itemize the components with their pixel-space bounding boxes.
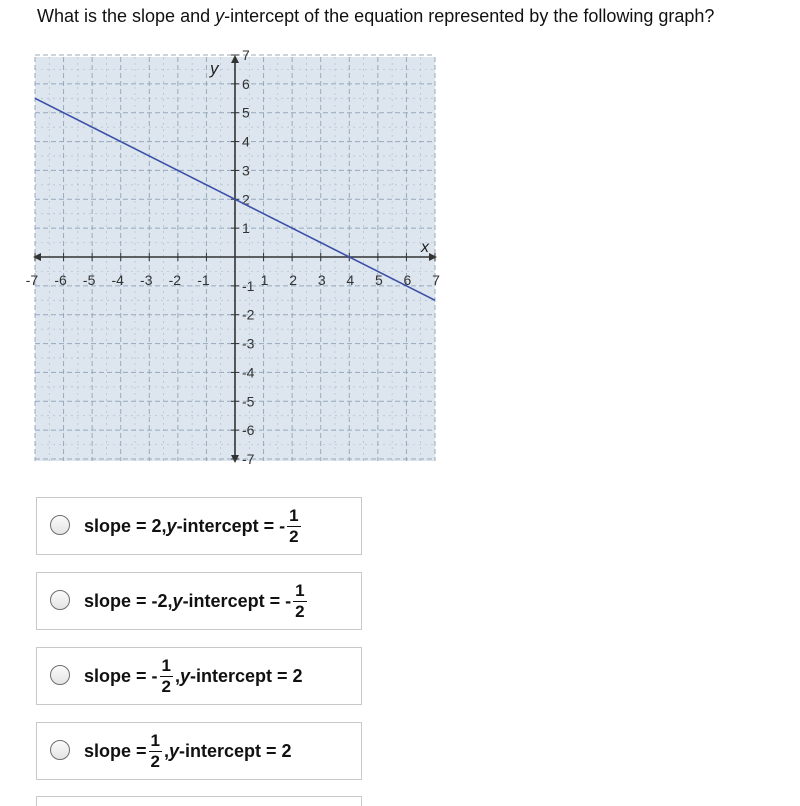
choice-b-intercept: -intercept = -: [182, 590, 292, 611]
choice-a-fraction: [287, 506, 300, 547]
y-tick-label: 4: [242, 133, 250, 150]
y-tick-label: 2: [242, 191, 250, 208]
x-tick-label: 3: [317, 272, 326, 288]
choice-d[interactable]: [36, 722, 362, 780]
y-tick-label: 5: [242, 104, 250, 121]
choice-c-text: [84, 648, 303, 704]
choice-c[interactable]: [36, 647, 362, 705]
x-tick-label: 2: [289, 272, 298, 288]
y-tick-label: -7: [242, 451, 255, 467]
x-tick-label: -6: [54, 272, 67, 288]
x-tick-label: -7: [25, 272, 39, 288]
x-tick-label: -2: [168, 272, 182, 288]
choice-b-radio[interactable]: [50, 590, 70, 610]
y-tick-label: -2: [242, 306, 255, 323]
choice-a[interactable]: [36, 497, 362, 555]
choice-c-intercept: -intercept = 2: [190, 665, 303, 686]
choice-e-partial[interactable]: [36, 796, 362, 806]
choice-a-text: [84, 498, 303, 554]
x-tick-label: -4: [111, 272, 124, 288]
fraction-numerator: 1: [295, 580, 305, 600]
choice-d-slope: slope =: [84, 740, 147, 761]
fraction-denominator: 2: [150, 751, 160, 771]
x-tick-label: 4: [346, 272, 355, 288]
y-tick-label: -5: [242, 393, 255, 410]
question-var: y: [215, 6, 225, 26]
choice-d-radio[interactable]: [50, 740, 70, 760]
question-part-1: What is the slope and: [37, 6, 216, 26]
choice-b[interactable]: [36, 572, 362, 630]
y-tick-label: 1: [242, 220, 250, 237]
choice-c-radio[interactable]: [50, 665, 70, 685]
choice-d-sep: ,: [164, 740, 170, 761]
x-tick-label: 1: [260, 272, 269, 288]
choice-d-yvar: y: [169, 740, 180, 761]
y-tick-label: -6: [242, 422, 255, 439]
x-tick-label: 6: [403, 272, 412, 288]
choice-b-slope: slope = -2,: [84, 590, 173, 611]
x-tick-label: -1: [197, 272, 210, 288]
x-tick-label: -3: [140, 272, 153, 288]
y-tick-label: 7: [242, 47, 250, 63]
y-tick-label: -4: [242, 364, 255, 381]
fraction-numerator: 1: [289, 505, 299, 525]
fraction-numerator: 1: [161, 655, 171, 675]
choice-b-fraction: [293, 581, 306, 622]
x-tick-label: -5: [82, 272, 96, 288]
choice-b-yvar: y: [172, 590, 183, 611]
fraction-denominator: 2: [295, 601, 305, 621]
choice-d-fraction: [149, 731, 162, 772]
choice-c-yvar: y: [180, 665, 191, 686]
choice-c-sep: ,: [175, 665, 181, 686]
y-tick-label: 3: [242, 162, 250, 179]
y-axis-label: y: [210, 59, 219, 78]
fraction-denominator: 2: [161, 676, 171, 696]
fraction-numerator: 1: [150, 730, 160, 750]
x-tick-label: 7: [432, 272, 440, 288]
choice-a-yvar: y: [166, 515, 177, 536]
choice-a-intercept: -intercept = -: [176, 515, 286, 536]
x-axis-label: x: [421, 239, 429, 256]
choice-c-slope: slope = -: [84, 665, 158, 686]
choice-a-radio[interactable]: [50, 515, 70, 535]
choice-a-slope: slope = 2,: [84, 515, 167, 536]
choice-d-intercept: -intercept = 2: [179, 740, 292, 761]
choice-c-fraction: [160, 656, 173, 697]
question-part-2: -intercept of the equation represented by the following graph?: [224, 6, 715, 26]
choice-d-text: [84, 723, 292, 779]
fraction-denominator: 2: [289, 526, 299, 546]
choice-b-text: [84, 573, 309, 629]
y-tick-label: -3: [242, 335, 255, 352]
y-tick-label: -1: [242, 277, 255, 294]
x-tick-label: 5: [374, 272, 383, 288]
y-tick-label: 6: [242, 75, 250, 92]
